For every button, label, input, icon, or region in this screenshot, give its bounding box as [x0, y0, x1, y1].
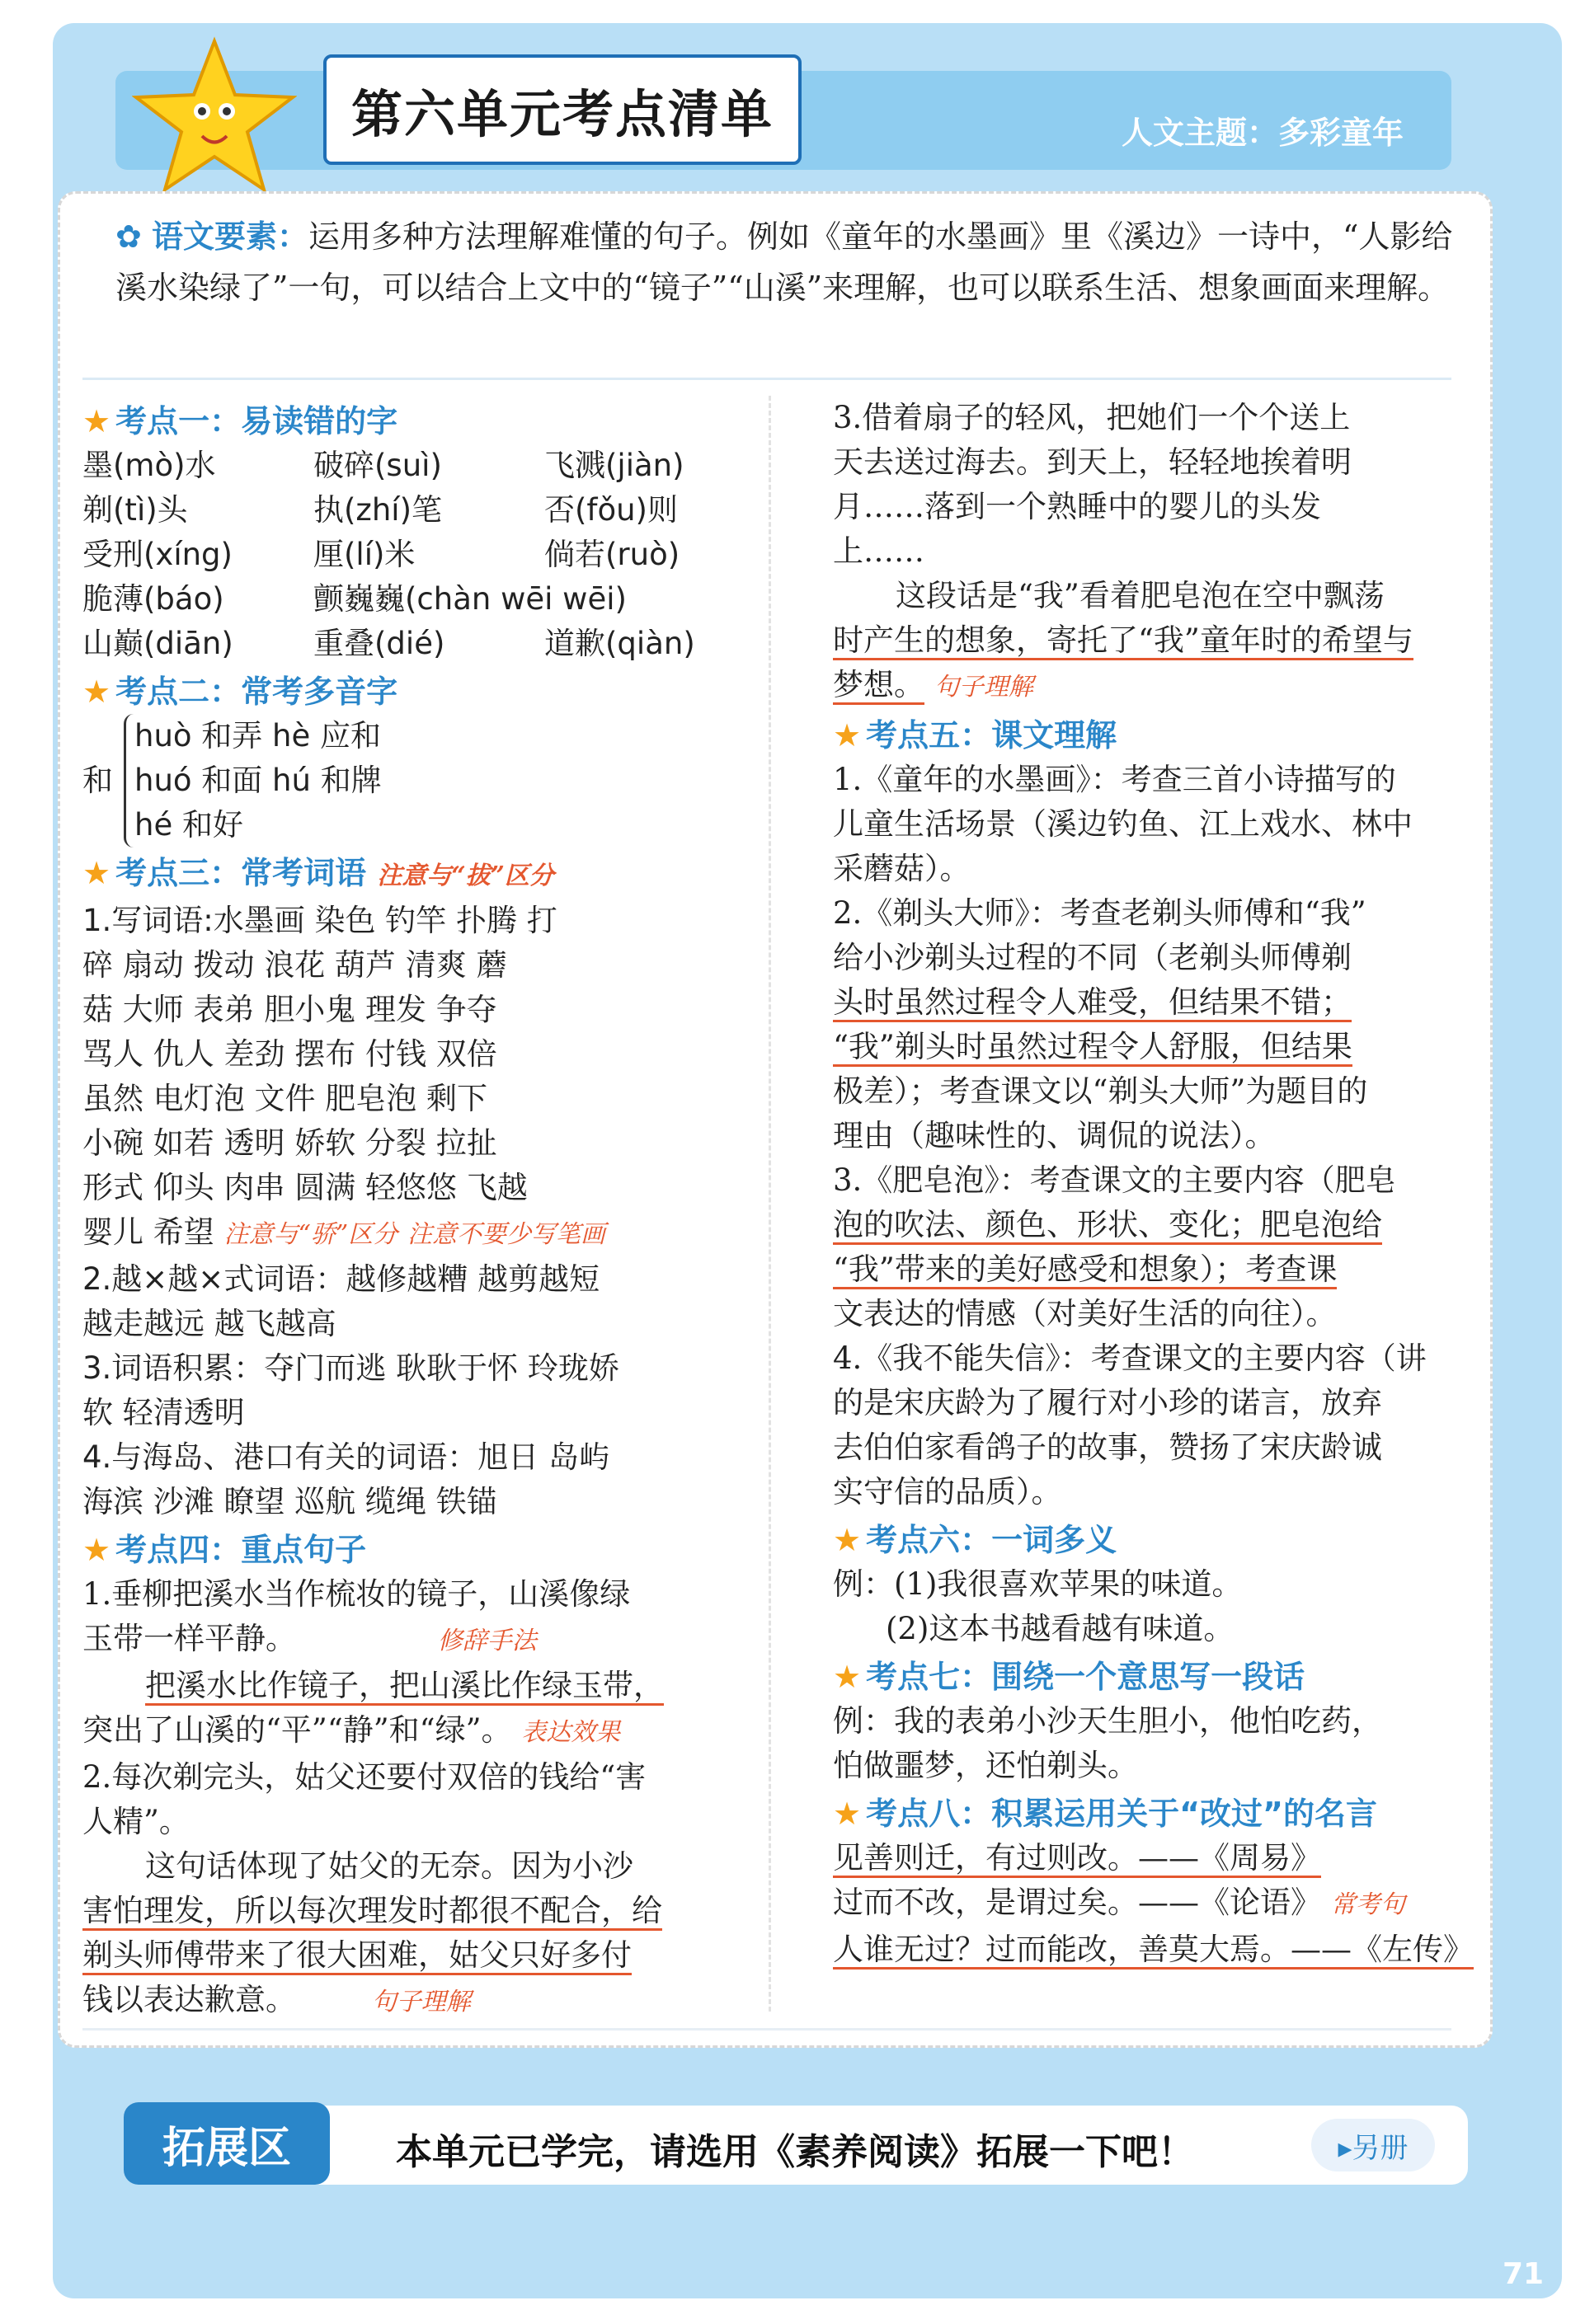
- intro-label: 语文要素：: [151, 218, 308, 255]
- kp4-line: 害怕理发，所以每次理发时都很不配合，给: [82, 1889, 759, 1933]
- kp5-line: 理由（趣味性的、调侃的说法）。: [833, 1118, 1276, 1153]
- sentence-line: 梦想。 句子理解: [833, 663, 1468, 710]
- kp5-heading: ★ 考点五：课文理解: [833, 717, 1117, 754]
- kp4-line: 2.每次剃完头，姑父还要付双倍的钱给“害: [82, 1759, 647, 1795]
- divider: [82, 2028, 1451, 2031]
- kp8-line: 人谁无过？过而能改，善莫大焉。——《左传》: [833, 1927, 1468, 1972]
- kp4-line: 突出了山溪的“平”“静”和“绿”。 表达效果: [82, 1712, 621, 1748]
- kp5-line: 头时虽然过程令人难受，但结果不错；: [833, 980, 1468, 1025]
- kp5-line: “我”剃头时虽然过程令人舒服，但结果: [833, 1025, 1468, 1069]
- intro-block: [115, 211, 1468, 313]
- star-icon: ★: [82, 1532, 111, 1568]
- kp3-line: 海滨 沙滩 瞭望 巡航 缆绳 铁锚: [82, 1484, 497, 1519]
- kp5-line: 采蘑菇）。: [833, 851, 971, 886]
- sentence-line: 这段话是“我”看着肥皂泡在空中飘荡: [896, 578, 1385, 613]
- polyphone-char: 和: [82, 763, 113, 798]
- kp3-heading: ★ 考点三：常考词语 注意与“拔”区分: [82, 855, 554, 891]
- annotation-note: 句子理解: [934, 673, 1033, 702]
- kp5-line: 3.《肥皂泡》：考查课文的主要内容（肥皂: [833, 1162, 1396, 1198]
- kp3-line: 小碗 如若 透明 娇软 分裂 拉扯: [82, 1125, 497, 1161]
- kp1-row: 受刑(xíng) 厘(lí)米 倘若(ruò): [82, 537, 680, 572]
- kp3-line: 虽然 电灯泡 文件 肥皂泡 剩下: [82, 1081, 488, 1116]
- kp3-line: 越走越远 越飞越高: [82, 1306, 336, 1341]
- sentence-line: 时产生的想象，寄托了“我”童年时的希望与: [833, 618, 1468, 663]
- kp7-heading: ★ 考点七：围绕一个意思写一段话: [833, 1659, 1305, 1695]
- annotation-note: 表达效果: [521, 1718, 621, 1747]
- kp8-line: 见善则迁，有过则改。——《周易》: [833, 1836, 1468, 1880]
- sentence-line: 3.借着扇子的轻风，把她们一个个送上: [833, 400, 1351, 435]
- kp8-heading: ★ 考点八：积累运用关于“改过”的名言: [833, 1796, 1378, 1832]
- kp5-line: 实守信的品质）。: [833, 1474, 1062, 1509]
- kp5-line: 泡的吹法、颜色、形状、变化；肥皂泡给: [833, 1203, 1468, 1247]
- kp2-heading: ★ 考点二：常考多音字: [82, 674, 398, 710]
- kp3-line: 形式 仰头 肉串 圆满 轻悠悠 飞越: [82, 1170, 528, 1205]
- page-number: 71: [1503, 2257, 1545, 2291]
- page-title: 第六单元考点清单: [323, 54, 802, 165]
- divider: [82, 378, 1451, 380]
- kp4-line: 人精”。: [82, 1804, 190, 1839]
- extension-text: 本单元已学完，请选用《素养阅读》拓展一下吧！: [396, 2131, 1194, 2173]
- kp3-line: 碎 扇动 拨动 浪花 葫芦 清爽 蘑: [82, 947, 507, 983]
- kp3-line: 软 轻清透明: [82, 1395, 245, 1430]
- kp3-line: 4.与海岛、港口有关的词语：旭日 岛屿: [82, 1439, 610, 1475]
- kp1-heading: ★ 考点一：易读错的字: [82, 403, 398, 439]
- sentence-line: 月……落到一个熟睡中的婴儿的头发: [833, 489, 1321, 524]
- extension-button[interactable]: ▸另册: [1311, 2119, 1435, 2171]
- star-icon: ★: [833, 1796, 862, 1832]
- kp3-line: 3.词语积累：夺门而逃 耿耿于怀 玲珑娇: [82, 1350, 619, 1386]
- kp1-row: 脆薄(báo) 颤巍巍(chàn wēi wēi): [82, 581, 627, 617]
- kp7-line: 怕做噩梦，还怕剃头。: [833, 1748, 1138, 1783]
- star-icon: ★: [82, 855, 111, 891]
- kp3-line: 2.越×越×式词语：越修越糟 越剪越短: [82, 1261, 600, 1297]
- kp1-row: 山巅(diān) 重叠(dié) 道歉(qiàn): [82, 626, 695, 661]
- kp7-line: 例：我的表弟小沙天生胆小，他怕吃药，: [833, 1703, 1382, 1739]
- star-icon: ★: [833, 1522, 862, 1558]
- kp4-line: 1.垂柳把溪水当作梳妆的镜子，山溪像绿: [82, 1576, 631, 1612]
- sentence-line: 天去送过海去。到天上，轻轻地挨着明: [833, 444, 1352, 480]
- annotation-note: 注意与“骄”区分: [223, 1220, 398, 1249]
- kp6-heading: ★ 考点六：一词多义: [833, 1522, 1117, 1558]
- right-column: [833, 396, 1474, 1972]
- star-icon: ★: [82, 674, 111, 710]
- kp5-line: 2.《剃头大师》：考查老剃头师傅和“我”: [833, 895, 1366, 931]
- kp3-line: 婴儿 希望 注意与“骄”区分 注意不要少写笔画: [82, 1214, 605, 1250]
- column-divider: [769, 396, 771, 2012]
- sentence-line: 上……: [833, 533, 924, 569]
- annotation-note: 句子理解: [371, 1988, 471, 2016]
- annotation-note: 常考句: [1330, 1890, 1405, 1919]
- star-icon: ★: [833, 1659, 862, 1695]
- kp6-line: 例：(1)我很喜欢苹果的味道。: [833, 1566, 1243, 1602]
- extension-label: 拓展区: [124, 2102, 330, 2185]
- kp5-line: 极差）；考查课文以“剃头大师”为题目的: [833, 1073, 1368, 1109]
- kp3-line: 骂人 仇人 差劲 摆布 付钱 双倍: [82, 1036, 497, 1072]
- kp4-line: 剃头师傅带来了很大困难，姑父只好多付: [82, 1933, 759, 1978]
- annotation-note: 注意与“拔”区分: [377, 862, 554, 890]
- flower-icon: ✿: [115, 218, 142, 255]
- kp2-block: 和 huò 和弄 hè 应和 huó 和面 hú 和牌 hé 和好: [82, 714, 759, 847]
- kp4-line: 这句话体现了姑父的无奈。因为小沙: [145, 1848, 633, 1884]
- kp4-line: 玉带一样平静。 修辞手法: [82, 1621, 537, 1656]
- intro-text: 运用多种方法理解难懂的句子。例如《童年的水墨画》里《溪边》一诗中，“人影给溪水染绿了”一句，可以结合上文中的“镜子”“山溪”来理解，也可以联系生活、想象画面来理解。: [115, 218, 1453, 306]
- kp6-line: (2)这本书越看越有味道。: [886, 1611, 1235, 1646]
- star-icon: ★: [833, 717, 862, 754]
- kp5-line: “我”带来的美好感受和想象）；考查课: [833, 1247, 1468, 1292]
- kp5-line: 4.《我不能失信》：考查课文的主要内容（讲: [833, 1340, 1427, 1376]
- kp4-heading: ★ 考点四：重点句子: [82, 1532, 367, 1568]
- annotation-note: 注意不要少写笔画: [407, 1220, 605, 1249]
- left-column: [82, 396, 759, 2025]
- kp4-line: 钱以表达歉意。 句子理解: [82, 1982, 471, 2017]
- kp5-line: 1.《童年的水墨画》：考查三首小诗描写的: [833, 762, 1396, 797]
- kp8-line: 过而不改，是谓过矣。——《论语》 常考句: [833, 1885, 1405, 1920]
- theme-label: 人文主题：多彩童年: [1122, 115, 1404, 151]
- star-mascot-icon: [132, 33, 297, 198]
- kp5-line: 的是宋庆龄为了履行对小珍的诺言，放弃: [833, 1385, 1382, 1420]
- kp5-line: 去伯伯家看鸽子的故事，赞扬了宋庆龄诚: [833, 1430, 1382, 1465]
- kp3-line: 菇 大师 表弟 胆小鬼 理发 争夺: [82, 992, 497, 1027]
- kp5-line: 文表达的情感（对美好生活的向往）。: [833, 1296, 1337, 1331]
- kp3-line: 1.写词语:水墨画 染色 钓竿 扑腾 打: [82, 903, 557, 938]
- kp4-line: 把溪水比作镜子，把山溪比作绿玉带，: [82, 1664, 759, 1708]
- kp5-line: 给小沙剃头过程的不同（老剃头师傅剃: [833, 940, 1352, 975]
- star-icon: ★: [82, 403, 111, 439]
- kp5-line: 儿童生活场景（溪边钓鱼、江上戏水、林中: [833, 806, 1413, 842]
- kp1-row: 剃(tì)头 执(zhí)笔 否(fǒu)则: [82, 492, 678, 528]
- kp1-row: 墨(mò)水 破碎(suì) 飞溅(jiàn): [82, 448, 684, 483]
- annotation-note: 修辞手法: [437, 1627, 537, 1655]
